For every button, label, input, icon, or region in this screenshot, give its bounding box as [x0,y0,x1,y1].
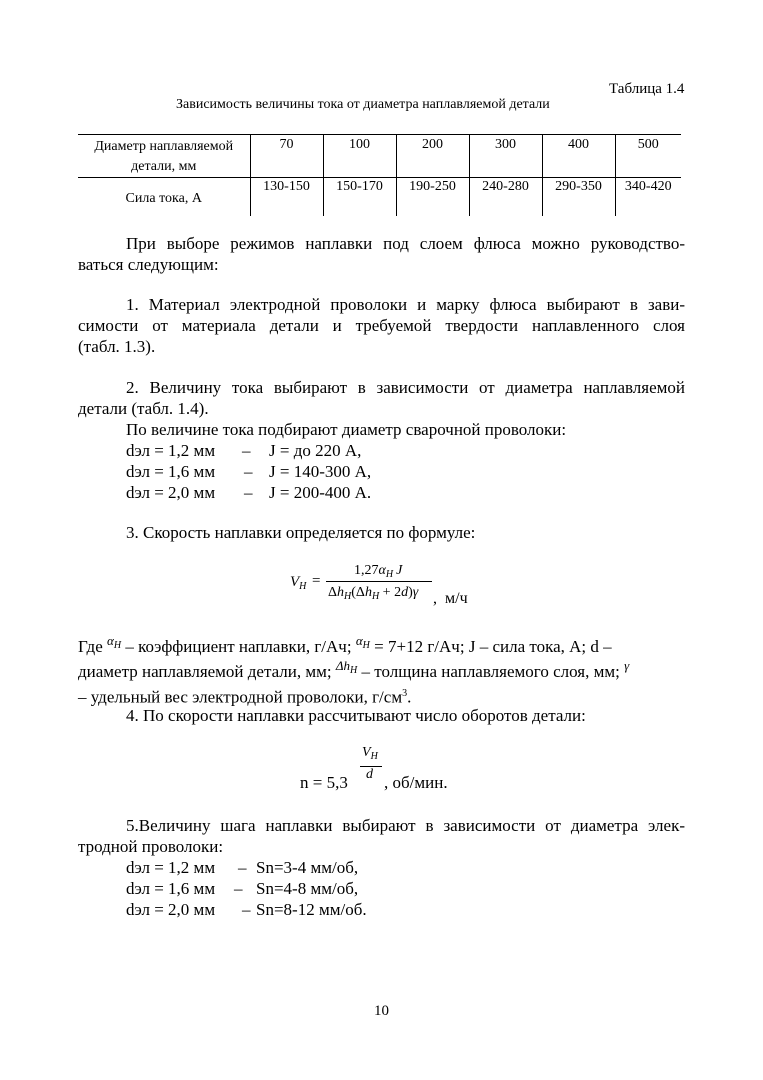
rpm-formula [300,745,480,793]
item4-line-1: 4. По скорости наплавки рассчитывают число оборотов детали: [126,706,586,725]
page-number: 10 [374,1003,389,1019]
table-cell: 190-250 [396,178,469,217]
dash: – [242,900,251,919]
speed-formula [290,560,520,610]
wire-diameter: dэл = 1,6 мм [126,879,216,898]
table-cell: 290-350 [542,178,615,217]
where-line-1: Где $^{\alpha_H}$ – коэффициент наплавки, г/Ач; $^{\alpha_H}$ = 7+12 г/Ач; J – сила тока, А; d – [78,633,612,656]
item2-line-3: По величине тока подбирают диаметр сварочной проволоки: [126,420,567,439]
item2-line-2: детали (табл. 1.4). [78,399,209,418]
table-cell: 150-170 [323,178,396,217]
where-line-3: – удельный вес электродной проволоки, $г/см^3$. [78,687,412,707]
wire-current-row [126,440,215,461]
item1-line-2: симости от материала детали и требуемой твердости наплавленного слоя [78,316,685,335]
wire-current-row [126,482,215,503]
wire-diameter: dэл = 2,0 мм [126,900,216,919]
table-number: Таблица 1.4 [609,81,685,97]
item5-line-2: тродной проволоки: [78,837,224,856]
item1-line-3: (табл. 1.3). [78,337,156,356]
step-value: Sn=8-12 мм/об. [256,900,367,919]
dash: – [238,858,247,877]
current-range: J = 140-300 А, [269,462,372,481]
wire-diameter: dэл = 2,0 мм [126,483,216,502]
table-row-label: Сила тока, А [125,191,202,206]
table-cell: 130-150 [250,178,323,217]
rpm-numerator: $V_H$ [362,745,378,762]
table-cell: 400 [542,135,615,178]
wire-diameter: dэл = 1,2 мм [126,858,216,877]
table-header-label: Диаметр наплавляемой детали, мм [78,135,250,178]
wire-current-row [126,461,215,482]
dash: – [242,441,251,460]
table-cell: 70 [250,135,323,178]
dash: – [244,483,253,502]
current-table [78,134,681,216]
item3-line-1: 3. Скорость наплавки определяется по формуле: [126,523,476,542]
fraction-bar [326,581,432,582]
formula-unit: , м/ч [433,590,468,607]
table-row [78,178,681,217]
dash: – [234,879,243,898]
rpm-denominator: d [366,767,373,782]
table-cell: 300 [469,135,542,178]
formula-numerator: $1,27\alpha_H$ J [354,563,403,580]
formula-lhs: $V_H$ [290,574,307,592]
table-cell: 340-420 [615,178,681,217]
rpm-lhs: n = 5,3 [300,773,348,792]
step-value: Sn=4-8 мм/об, [256,879,359,898]
intro-line-1: При выборе режимов наплавки под слоем флюса можно руководство- [126,234,685,253]
current-range: J = 200-400 А. [269,483,372,502]
item5-line-1: 5.Величину шага наплавки выбирают в зависимости от диаметра элек- [126,816,685,835]
rpm-unit: , об/мин. [384,773,448,792]
table-cell: 100 [323,135,396,178]
current-range: J = до 220 А, [269,441,362,460]
table-cell: 200 [396,135,469,178]
table-cell: 500 [615,135,681,178]
where-line-2: диаметр наплавляемой детали, мм; $^{\Delta h_H}$ – толщина наплавляемого слоя, мм; $^\gamma$ [78,658,630,681]
formula-equals: = [312,573,321,589]
dash: – [244,462,253,481]
formula-denominator: $\Delta h_H(\Delta h_H + 2d)\gamma$ [328,585,419,602]
table-header-row [78,135,681,178]
wire-step-row [126,899,215,920]
table-cell: 240-280 [469,178,542,217]
item1-line-1: 1. Материал электродной проволоки и марку флюса выбирают в зави- [126,295,685,314]
wire-diameter: dэл = 1,6 мм [126,462,216,481]
item2-line-1: 2. Величину тока выбирают в зависимости от диаметра наплавляемой [126,378,685,397]
wire-step-row [126,878,215,899]
step-value: Sn=3-4 мм/об, [256,858,359,877]
wire-diameter: dэл = 1,2 мм [126,441,216,460]
intro-line-2: ваться следующим: [78,255,219,274]
table-caption: Зависимость величины тока от диаметра наплавляемой детали [176,97,550,112]
wire-step-row [126,857,215,878]
